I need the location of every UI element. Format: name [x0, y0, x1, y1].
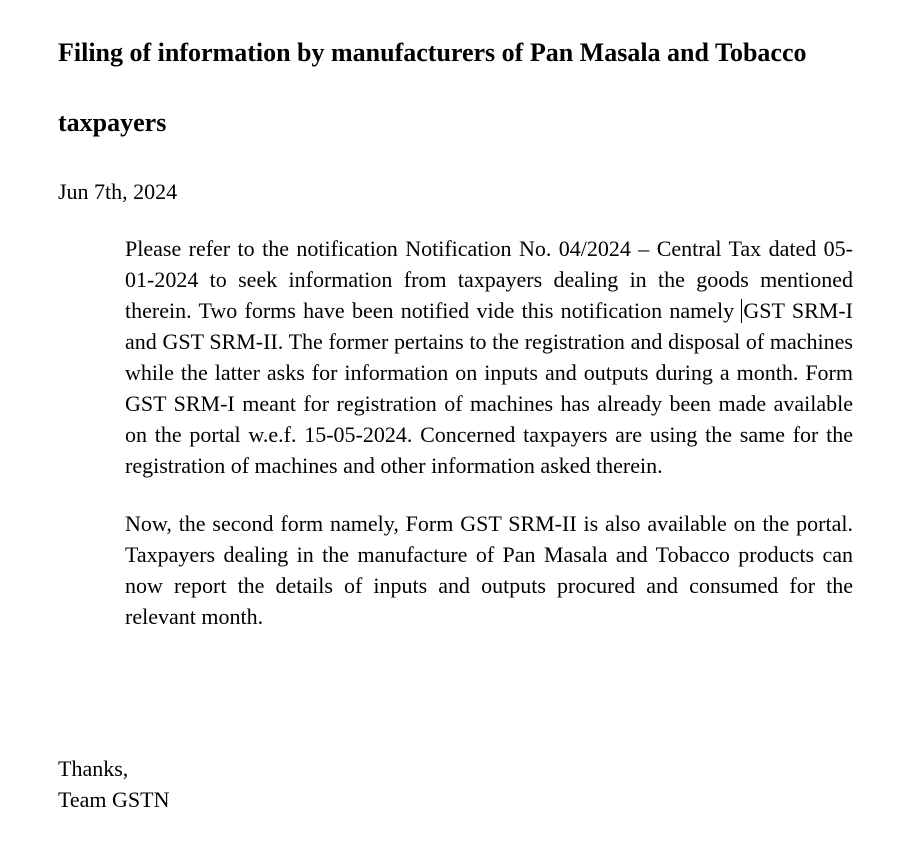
signoff [58, 753, 170, 815]
article-body [125, 233, 853, 632]
paragraph-2: Now, the second form namely, Form GST SRM-II is also available on the portal. Taxpayers dealing in the manufacture of Pan Masala and Tobacco products can now report the details of inputs and outputs procured and consumed for the relevant month. [125, 511, 853, 629]
paragraph-1-part-a: Please refer to the notification Notification No. 04/2024 – Central Tax dated 05-01-2024 to seek information from taxpayers dealing in the goods mentioned therein. Two forms have been notified vide this notification namely [125, 236, 853, 323]
publish-date: Jun 7th, 2024 [58, 179, 178, 204]
signoff-team: Team GSTN [58, 787, 170, 812]
paragraph-1-part-b: GST SRM-I and GST SRM-II. The former pertains to the registration and disposal of machines while the latter asks for information on inputs and outputs during a month. Form GST SRM-I meant for registration of machines has already been made available on the portal w.e.f. 15-05-2024. Concerned taxpayers are using the same for the registration of machines and other information asked therein. [125, 298, 853, 478]
page-title: Filing of information by manufacturers of Pan Masala and Tobacco taxpayers [58, 38, 807, 137]
signoff-thanks: Thanks, [58, 756, 129, 781]
paragraph-1 [125, 233, 853, 481]
